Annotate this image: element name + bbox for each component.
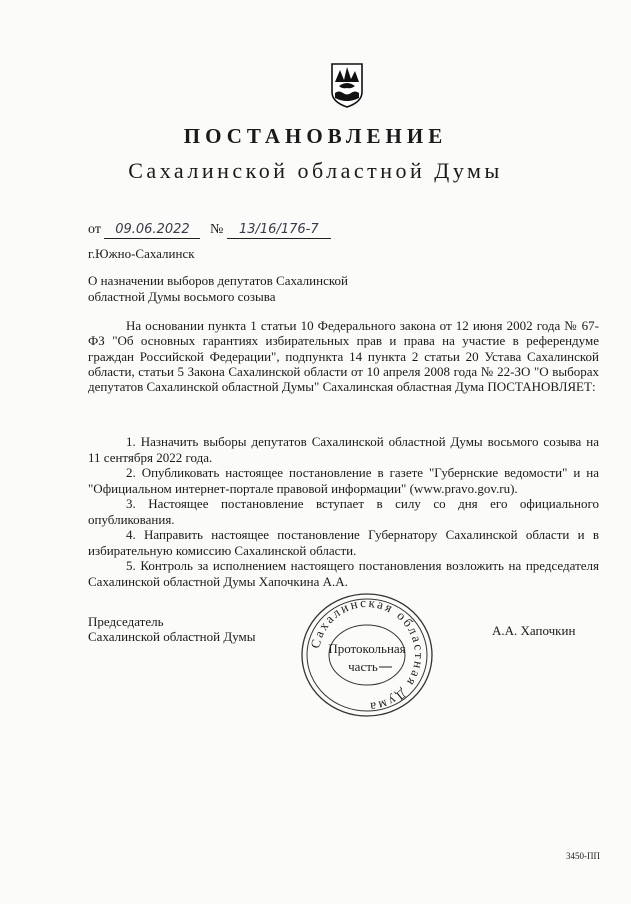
- decree-item: 1. Назначить выборы депутатов Сахалинской областной Думы восьмого созыва на 11 сентября 2022 года.: [88, 434, 599, 465]
- document-meta: [88, 222, 331, 239]
- official-stamp: [300, 592, 434, 718]
- signer-title-line: Председатель: [88, 614, 164, 629]
- stamp-ring-text: Сахалинская областная Дума: [307, 594, 428, 716]
- number-value: 13/16/176-7: [227, 222, 331, 239]
- preamble: [88, 318, 599, 394]
- decree-item: 2. Опубликовать настоящее постановление в газете "Губернские ведомости" и на "Официальном интернет-портале правовой информации" (www.pravo.gov.ru).: [88, 465, 599, 496]
- decree-item: 5. Контроль за исполнением настоящего постановления возложить на председателя Сахалинской областной Думы Хапочкина А.А.: [88, 558, 599, 589]
- document-title: ПОСТАНОВЛЕНИЕ: [183, 124, 448, 148]
- preamble-paragraph: На основании пункта 1 статьи 10 Федерального закона от 12 июня 2002 года № 67-ФЗ "Об основных гарантиях избирательных прав и права на участие в референдуме граждан Российской Федерации", подпункта 14 пункта 2 статьи 20 Устава Сахалинской области, статьи 5 Закона Сахалинской области от 10 апреля 2008 года № 22-ЗО "О выборах депутатов Сахалинской областной Думы" Сахалинская областная Дума ПОСТАНОВЛЯЕТ:: [88, 318, 599, 395]
- signer-title-line: Сахалинской областной Думы: [88, 629, 256, 644]
- date-prefix: от: [88, 222, 101, 237]
- number-prefix: №: [209, 222, 224, 237]
- document-subtitle: Сахалинской областной Думы: [128, 158, 503, 183]
- stamp-center-line: Протокольная: [328, 641, 406, 656]
- signer-title: [88, 614, 256, 644]
- city-label: г.Южно-Сахалинск: [88, 246, 195, 261]
- document-code: 3450-ПП: [566, 851, 600, 861]
- document-subject: О назначении выборов депутатов Сахалинской областной Думы восьмого созыва: [88, 273, 348, 304]
- signer-name: А.А. Хапочкин: [492, 623, 576, 638]
- date-value: 09.06.2022: [104, 222, 200, 239]
- coat-of-arms-icon: [330, 62, 364, 108]
- stamp-center-line: часть: [348, 659, 378, 674]
- decree-items: [88, 434, 599, 589]
- decree-item: 3. Настоящее постановление вступает в силу со дня его официального опубликования.: [88, 496, 599, 527]
- decree-item: 4. Направить настоящее постановление Губернатору Сахалинской области и в избирательную комиссию Сахалинской области.: [88, 527, 599, 558]
